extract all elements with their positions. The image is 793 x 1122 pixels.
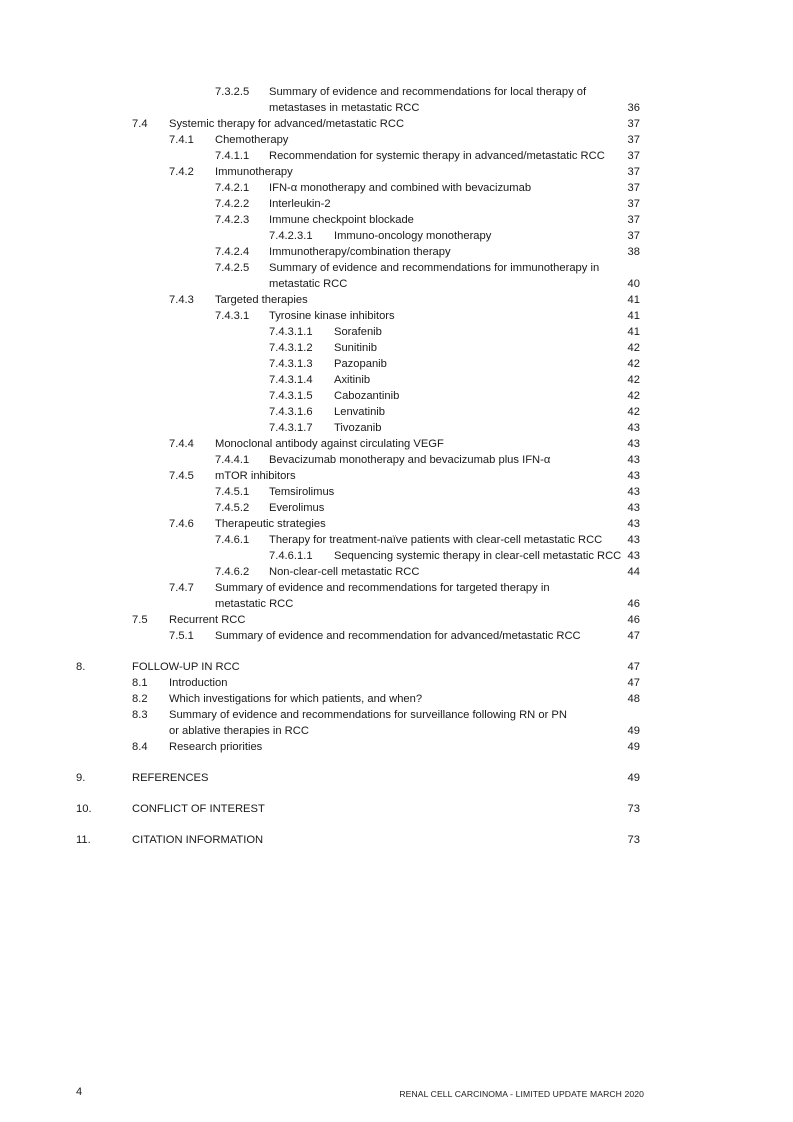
toc-entry-number: 7.4.2.4 — [215, 246, 250, 258]
toc-entry-title: metastatic RCC — [215, 598, 294, 610]
toc-entry-title: Cabozantinib — [334, 390, 400, 402]
toc-entry-number: 8.2 — [132, 693, 148, 705]
toc-entry-page: 43 — [627, 550, 640, 562]
toc-entry[interactable] — [0, 532, 793, 548]
toc-entry-number: 9. — [76, 772, 86, 784]
toc-entry-title: IFN-α monotherapy and combined with bevacizumab — [269, 182, 532, 194]
toc-entry[interactable] — [0, 723, 793, 739]
toc-entry[interactable] — [0, 148, 793, 164]
toc-entry-title: Tivozanib — [334, 422, 382, 434]
toc-entry-page: 73 — [627, 834, 640, 846]
toc-section-gap — [0, 786, 793, 801]
toc-entry-title: Summary of evidence and recommendations for targeted therapy in — [215, 582, 550, 594]
toc-entry[interactable] — [0, 180, 793, 196]
toc-entry[interactable] — [0, 801, 793, 817]
toc-entry[interactable] — [0, 324, 793, 340]
toc-entry-page: 37 — [627, 214, 640, 226]
toc-entry-page: 47 — [627, 630, 640, 642]
toc-entry-title: Chemotherapy — [215, 134, 289, 146]
toc-entry-page: 42 — [627, 358, 640, 370]
toc-entry[interactable] — [0, 659, 793, 675]
toc-entry-title: REFERENCES — [132, 772, 209, 784]
toc-entry-page: 47 — [627, 677, 640, 689]
toc-entry-number: 7.5 — [132, 614, 148, 626]
toc-entry-title: Temsirolimus — [269, 486, 335, 498]
toc-entry-page: 49 — [627, 741, 640, 753]
toc-entry-page: 42 — [627, 390, 640, 402]
toc-entry-number: 7.4.5.2 — [215, 502, 250, 514]
toc-entry[interactable] — [0, 404, 793, 420]
toc-entry-number: 7.4 — [132, 118, 148, 130]
toc-entry-number: 7.4.3.1.6 — [269, 406, 313, 418]
toc-entry-page: 46 — [627, 598, 640, 610]
toc-entry-title: Recommendation for systemic therapy in advanced/metastatic RCC — [269, 150, 605, 162]
toc-entry-number: 7.4.1.1 — [215, 150, 250, 162]
page-number: 4 — [76, 1086, 83, 1098]
toc-entry[interactable] — [0, 452, 793, 468]
toc-entry-title: Interleukin-2 — [269, 198, 331, 210]
toc-entry-title: Recurrent RCC — [169, 614, 246, 626]
toc-entry[interactable] — [0, 675, 793, 691]
toc-entry-page: 42 — [627, 406, 640, 418]
toc-entry-page: 37 — [627, 166, 640, 178]
toc-entry-page: 42 — [627, 342, 640, 354]
toc-entry-title: Axitinib — [334, 374, 371, 386]
toc-entry-title: Summary of evidence and recommendations for immunotherapy in — [269, 262, 600, 274]
toc-entry-title: Summary of evidence and recommendation for advanced/metastatic RCC — [215, 630, 581, 642]
toc-entry-number: 7.5.1 — [169, 630, 194, 642]
toc-entry-page: 42 — [627, 374, 640, 386]
toc-entry-number: 8.4 — [132, 741, 148, 753]
toc-entry[interactable] — [0, 244, 793, 260]
toc-entry[interactable] — [0, 116, 793, 132]
toc-entry-number: 7.4.7 — [169, 582, 194, 594]
toc-entry-title: Introduction — [169, 677, 228, 689]
toc-entry[interactable] — [0, 420, 793, 436]
toc-entry-page: 41 — [627, 310, 640, 322]
toc-entry[interactable] — [0, 770, 793, 786]
toc-entry-title: Tyrosine kinase inhibitors — [269, 310, 395, 322]
toc-entry[interactable] — [0, 260, 793, 276]
toc-entry-title: Targeted therapies — [215, 294, 308, 306]
toc-entry[interactable] — [0, 707, 793, 723]
toc-entry-page: 48 — [627, 693, 640, 705]
toc-entry-number: 8.1 — [132, 677, 148, 689]
toc-entry[interactable] — [0, 196, 793, 212]
toc-entry-title: mTOR inhibitors — [215, 470, 296, 482]
toc-entry-page: 36 — [627, 102, 640, 114]
toc-entry-title: Systemic therapy for advanced/metastatic RCC — [169, 118, 405, 130]
toc-entry-page: 46 — [627, 614, 640, 626]
toc-entry-page: 37 — [627, 134, 640, 146]
toc-entry-title: Monoclonal antibody against circulating VEGF — [215, 438, 444, 450]
toc-entry[interactable] — [0, 228, 793, 244]
toc-entry-number: 7.4.3.1.2 — [269, 342, 313, 354]
toc-entry-number: 11. — [76, 834, 91, 846]
toc-entry-number: 8. — [76, 661, 86, 673]
toc-entry-number: 7.4.3.1.5 — [269, 390, 313, 402]
toc-entry[interactable] — [0, 580, 793, 596]
toc-entry-title: Therapy for treatment-naïve patients with clear-cell metastatic RCC — [269, 534, 603, 546]
toc-entry-number: 7.4.3.1.3 — [269, 358, 313, 370]
toc-entry-page: 43 — [627, 518, 640, 530]
toc-entry-page: 73 — [627, 803, 640, 815]
toc-entry[interactable] — [0, 164, 793, 180]
toc-entry-number: 7.4.3.1.4 — [269, 374, 313, 386]
toc-entry-page: 37 — [627, 198, 640, 210]
toc-entry-title: Sorafenib — [334, 326, 382, 338]
toc-entry[interactable] — [0, 292, 793, 308]
toc-entry-number: 7.4.6 — [169, 518, 194, 530]
toc-entry[interactable] — [0, 100, 793, 116]
toc-entry[interactable] — [0, 276, 793, 292]
toc-entry-page: 38 — [627, 246, 640, 258]
toc-entry-title: Immuno-oncology monotherapy — [334, 230, 492, 242]
toc-entry-title: Sequencing systemic therapy in clear-cell metastatic RCC — [334, 550, 622, 562]
toc-entry-page: 49 — [627, 772, 640, 784]
toc-entry-title: Non-clear-cell metastatic RCC — [269, 566, 420, 578]
toc-entry-title: metastases in metastatic RCC — [269, 102, 420, 114]
toc-entry[interactable] — [0, 212, 793, 228]
toc-entry-title: FOLLOW-UP IN RCC — [132, 661, 240, 673]
toc-entry-page: 43 — [627, 502, 640, 514]
toc-entry[interactable] — [0, 436, 793, 452]
toc-entry-page: 43 — [627, 422, 640, 434]
toc-entry-title: Which investigations for which patients, and when? — [169, 693, 423, 705]
toc-entry[interactable] — [0, 388, 793, 404]
toc-entry-title: or ablative therapies in RCC — [169, 725, 309, 737]
toc-entry[interactable] — [0, 596, 793, 612]
toc-entry-number: 7.4.2.5 — [215, 262, 250, 274]
toc-entry[interactable] — [0, 132, 793, 148]
toc-entry-number: 7.4.1 — [169, 134, 194, 146]
toc-entry-page: 43 — [627, 470, 640, 482]
toc-entry[interactable] — [0, 739, 793, 755]
toc-entry[interactable] — [0, 832, 793, 848]
toc-entry-number: 7.4.5 — [169, 470, 194, 482]
toc-entry-title: Summary of evidence and recommendations for local therapy of — [269, 86, 587, 98]
toc-entry-title: Bevacizumab monotherapy and bevacizumab plus IFN-α — [269, 454, 551, 466]
toc-entry-number: 7.4.3.1.1 — [269, 326, 313, 338]
toc-entry[interactable] — [0, 308, 793, 324]
toc-entry-page: 40 — [627, 278, 640, 290]
toc-entry-number: 7.4.2.3.1 — [269, 230, 313, 242]
toc-entry-page: 41 — [627, 326, 640, 338]
toc-entry-title: metastatic RCC — [269, 278, 348, 290]
toc-entry-number: 7.4.3.1.7 — [269, 422, 313, 434]
toc-entry-page: 37 — [627, 118, 640, 130]
toc-entry-page: 43 — [627, 534, 640, 546]
toc-entry-number: 7.4.3.1 — [215, 310, 250, 322]
toc-entry-number: 7.4.5.1 — [215, 486, 250, 498]
toc-entry-number: 7.3.2.5 — [215, 86, 250, 98]
toc-entry-title: Immune checkpoint blockade — [269, 214, 414, 226]
table-of-contents — [0, 84, 793, 848]
toc-entry-title: Everolimus — [269, 502, 325, 514]
toc-entry-page: 43 — [627, 486, 640, 498]
toc-entry-number: 7.4.4 — [169, 438, 194, 450]
toc-entry-page: 43 — [627, 438, 640, 450]
toc-entry[interactable] — [0, 564, 793, 580]
toc-entry-title: Therapeutic strategies — [215, 518, 326, 530]
toc-section-gap — [0, 755, 793, 770]
running-footer-title: RENAL CELL CARCINOMA - LIMITED UPDATE MARCH 2020 — [399, 1089, 644, 1099]
toc-entry[interactable] — [0, 628, 793, 644]
toc-entry-page: 37 — [627, 230, 640, 242]
toc-entry[interactable] — [0, 84, 793, 100]
toc-entry-number: 7.4.6.2 — [215, 566, 250, 578]
toc-entry-page: 43 — [627, 454, 640, 466]
toc-entry-page: 47 — [627, 661, 640, 673]
toc-entry[interactable] — [0, 340, 793, 356]
toc-entry-title: Summary of evidence and recommendations for surveillance following RN or PN — [169, 709, 567, 721]
toc-entry-title: Sunitinib — [334, 342, 377, 354]
toc-entry[interactable] — [0, 372, 793, 388]
toc-entry-title: Immunotherapy — [215, 166, 293, 178]
toc-section-gap — [0, 644, 793, 659]
toc-entry[interactable] — [0, 516, 793, 532]
toc-entry[interactable] — [0, 548, 793, 564]
toc-entry-number: 7.4.6.1 — [215, 534, 250, 546]
toc-entry-number: 7.4.4.1 — [215, 454, 250, 466]
toc-entry-number: 7.4.2.1 — [215, 182, 250, 194]
toc-entry[interactable] — [0, 468, 793, 484]
toc-entry-page: 41 — [627, 294, 640, 306]
toc-entry-title: CONFLICT OF INTEREST — [132, 803, 265, 815]
toc-entry-page: 37 — [627, 150, 640, 162]
toc-entry-page: 37 — [627, 182, 640, 194]
toc-entry[interactable] — [0, 356, 793, 372]
toc-entry-number: 7.4.2 — [169, 166, 194, 178]
toc-entry-number: 10. — [76, 803, 92, 815]
toc-entry-number: 7.4.3 — [169, 294, 194, 306]
toc-entry-title: Lenvatinib — [334, 406, 386, 418]
toc-entry[interactable] — [0, 484, 793, 500]
toc-entry[interactable] — [0, 691, 793, 707]
toc-entry-number: 7.4.2.2 — [215, 198, 250, 210]
toc-entry-title: Immunotherapy/combination therapy — [269, 246, 451, 258]
toc-entry-number: 8.3 — [132, 709, 148, 721]
toc-entry-title: Research priorities — [169, 741, 263, 753]
toc-entry-number: 7.4.6.1.1 — [269, 550, 313, 562]
toc-entry-title: CITATION INFORMATION — [132, 834, 264, 846]
toc-entry[interactable] — [0, 500, 793, 516]
toc-entry[interactable] — [0, 612, 793, 628]
toc-entry-number: 7.4.2.3 — [215, 214, 250, 226]
toc-section-gap — [0, 817, 793, 832]
toc-entry-title: Pazopanib — [334, 358, 387, 370]
toc-entry-page: 44 — [627, 566, 640, 578]
toc-entry-page: 49 — [627, 725, 640, 737]
